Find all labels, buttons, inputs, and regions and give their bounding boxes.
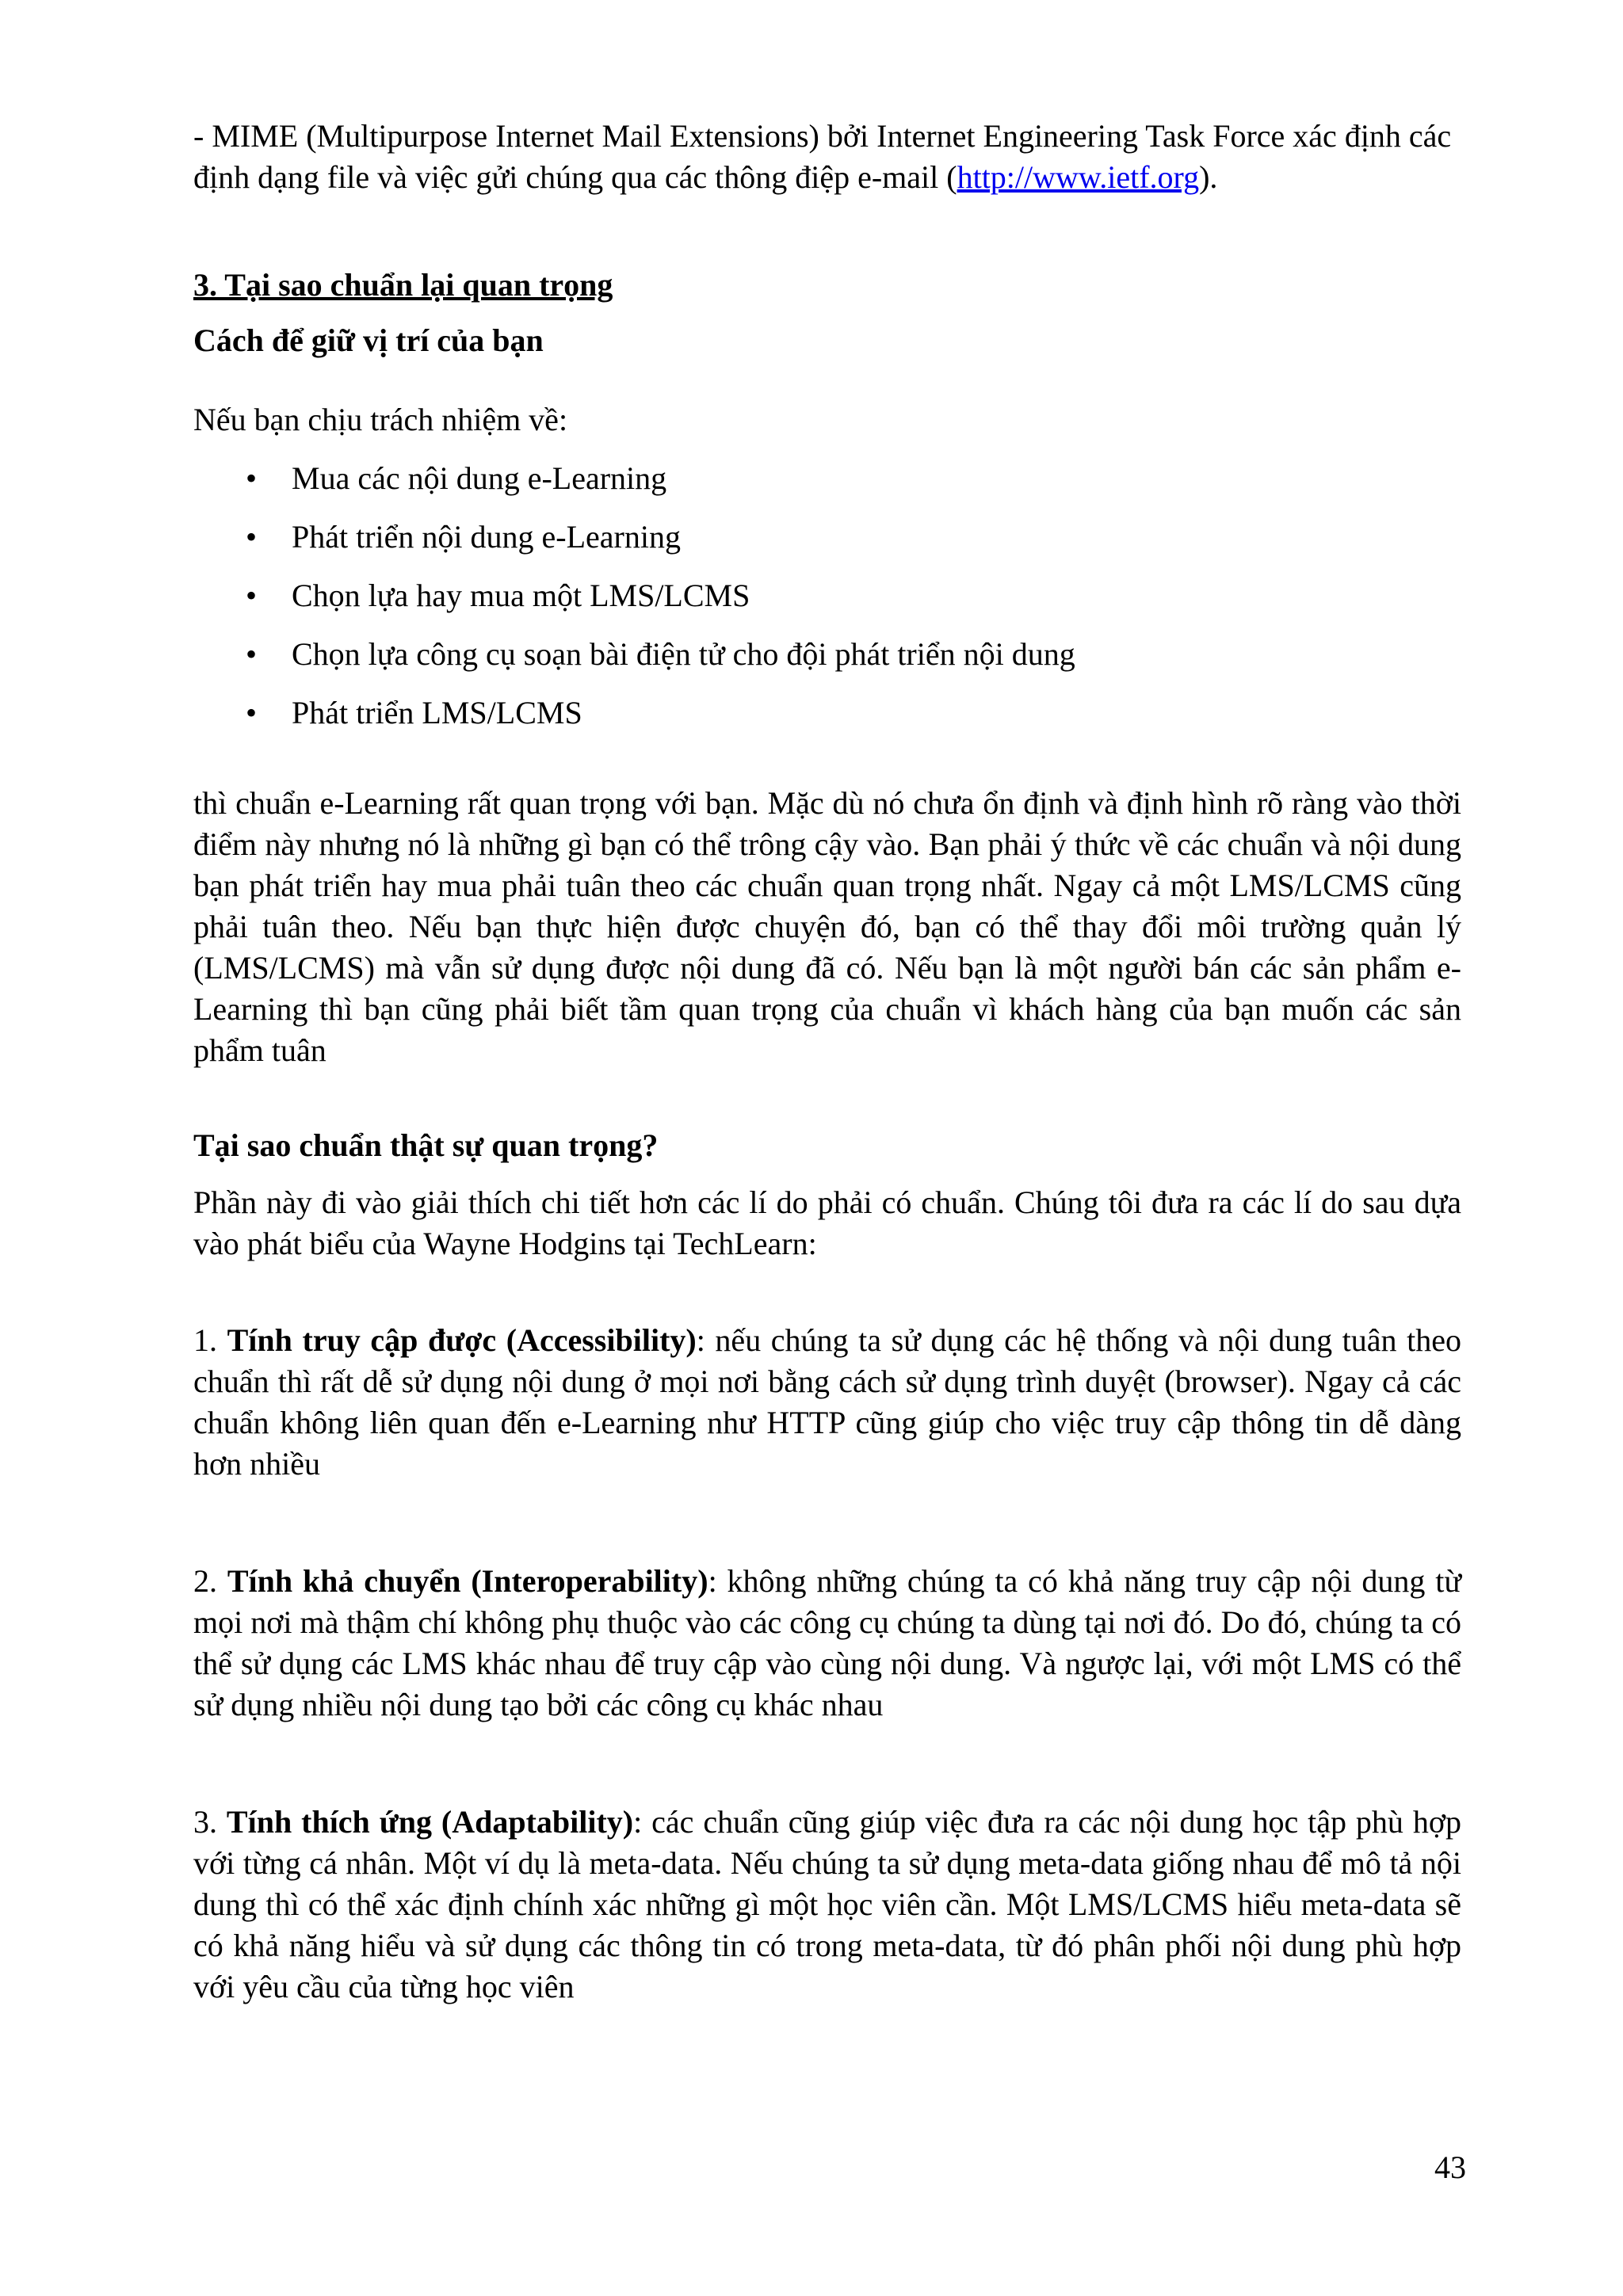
list-item-text: Mua các nội dung e-Learning (292, 460, 667, 496)
reason-number: 1. (193, 1322, 227, 1358)
standards-importance-paragraph: thì chuẩn e-Learning rất quan trọng với bạn. Mặc dù nó chưa ổn định và định hình rõ ràng vào thời điểm này nhưng nó là những gì bạn có thể trông cậy vào. Bạn phải ý thức về các chuẩn và nội dung bạn phát triển hay mua phải tuân theo các chuẩn quan trọng nhất. Ngay cả một LMS/LCMS cũng phải tuân theo. Nếu bạn thực hiện được chuyện đó, bạn có thể thay đổi môi trường quản lý (LMS/LCMS) mà vẫn sử dụng được nội dung đã có. Nếu bạn là một người bán các sản phẩm e-Learning thì bạn cũng phải biết tầm quan trọng của chuẩn vì khách hàng của bạn muốn các sản phẩm tuân (193, 785, 1461, 1068)
mime-paragraph (193, 116, 1461, 198)
reason-text: : các chuẩn cũng giúp việc đưa ra các nội dung học tập phù hợp với từng cá nhân. Một ví dụ là meta-data. Nếu chúng ta sử dụng meta-data giống nhau để mô tả nội dung thì có thể xác định chính xác những gì một học viên cần. Một LMS/LCMS hiểu meta-data sẽ có khả năng hiểu và sử dụng các thông tin có trong meta-data, từ đó phân phối nội dung phù hợp với yêu cầu của từng học viên (193, 1804, 1462, 2004)
list-item-text: Chọn lựa công cụ soạn bài điện tử cho đội phát triển nội dung (292, 636, 1075, 672)
list-item (193, 692, 1461, 734)
list-item (193, 575, 1461, 616)
list-item (193, 458, 1461, 499)
mime-text: - MIME (Multipurpose Internet Mail Extensions) bởi Internet Engineering Task Force xác định các định dạng file và việc gửi chúng qua các thông điệp e-mail ( (193, 118, 1452, 195)
list-item (193, 634, 1461, 675)
section-heading: 3. Tại sao chuẩn lại quan trọng (193, 267, 613, 303)
responsibility-list (193, 458, 1461, 734)
bullet-icon: • (246, 695, 258, 730)
bullet-icon: • (246, 578, 258, 613)
reason-term: Tính thích ứng (Adaptability) (226, 1804, 634, 1840)
reason-number: 2. (193, 1563, 227, 1599)
mime-suffix: ). (1199, 159, 1218, 195)
why-heading: Tại sao chuẩn thật sự quan trọng? (193, 1127, 659, 1163)
document-page (193, 111, 1461, 2008)
reason-term: Tính truy cập được (Accessibility) (227, 1322, 697, 1358)
responsibility-intro: Nếu bạn chịu trách nhiệm về: (193, 402, 568, 437)
section-subheading: Cách để giữ vị trí của bạn (193, 322, 544, 358)
list-item-text: Phát triển nội dung e-Learning (292, 519, 681, 555)
list-item (193, 517, 1461, 558)
reason-interoperability (193, 1561, 1461, 1726)
reason-accessibility (193, 1320, 1461, 1485)
bullet-icon: • (246, 636, 258, 672)
reason-number: 3. (193, 1804, 227, 1840)
page-number: 43 (1434, 2149, 1466, 2185)
list-item-text: Chọn lựa hay mua một LMS/LCMS (292, 578, 750, 613)
list-item-text: Phát triển LMS/LCMS (292, 695, 582, 730)
bullet-icon: • (246, 519, 258, 555)
reason-adaptability (193, 1802, 1461, 2008)
reason-text: : không những chúng ta có khả năng truy cập nội dung từ mọi nơi mà thậm chí không phụ thuộc vào các công cụ chúng ta dùng tại nơi đó. Do đó, chúng ta có thể sử dụng các LMS khác nhau để truy cập vào cùng nội dung. Và ngược lại, với một LMS có thể sử dụng nhiều nội dung tạo bởi các công cụ khác nhau (193, 1563, 1461, 1722)
bullet-icon: • (246, 460, 258, 496)
reason-term: Tính khả chuyển (Interoperability) (227, 1563, 708, 1599)
ietf-link[interactable]: http://www.ietf.org (957, 159, 1200, 195)
reason-text: : nếu chúng ta sử dụng các hệ thống và nội dung tuân theo chuẩn thì rất dễ sử dụng nội dung ở mọi nơi bằng cách sử dụng trình duyệt (browser). Ngay cả các chuẩn không liên quan đến e-Learning như HTTP cũng giúp cho việc truy cập thông tin dễ dàng hơn nhiều (193, 1322, 1462, 1482)
why-intro-paragraph: Phần này đi vào giải thích chi tiết hơn các lí do phải có chuẩn. Chúng tôi đưa ra các lí do sau dựa vào phát biểu của Wayne Hodgins tại TechLearn: (193, 1184, 1461, 1261)
